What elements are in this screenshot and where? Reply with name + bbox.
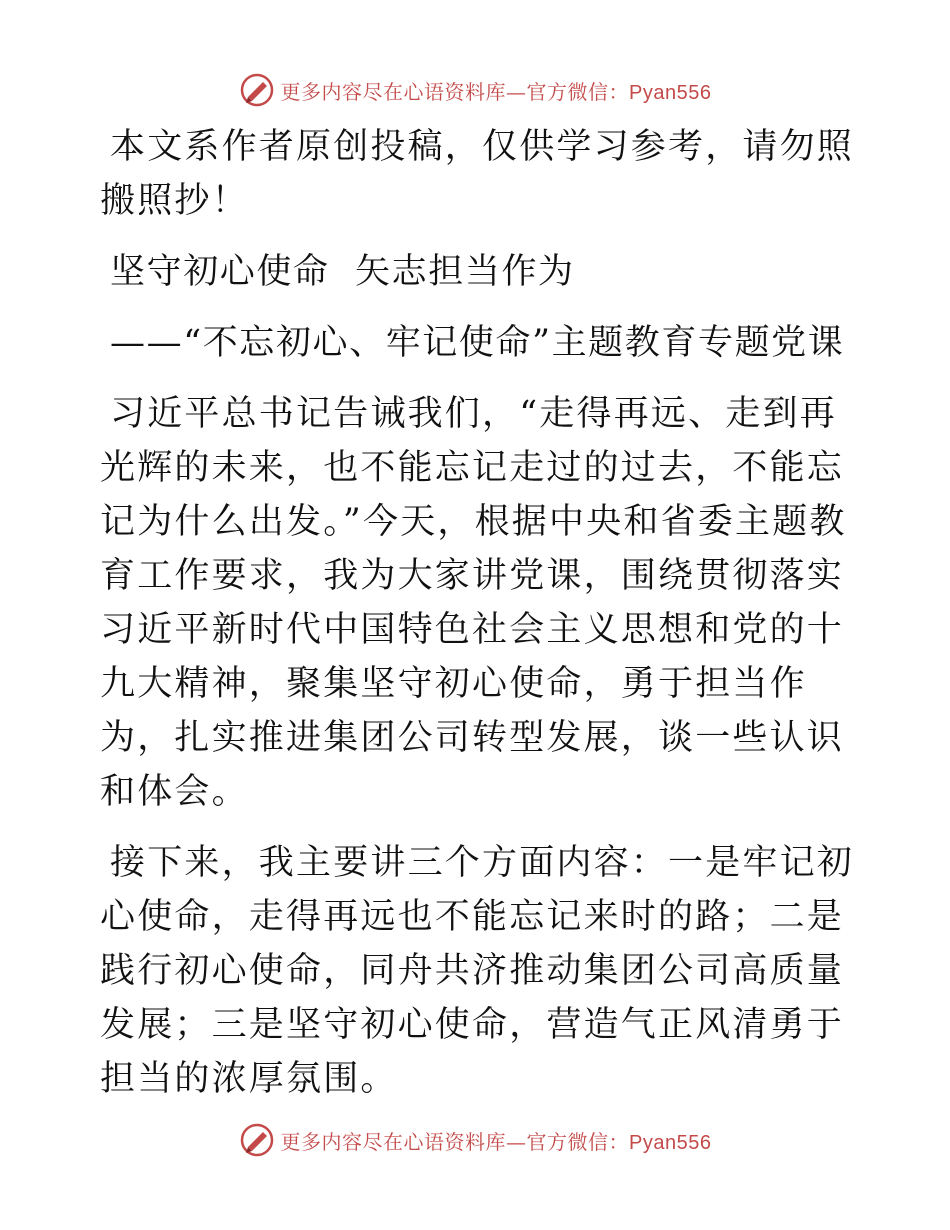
document-title: 坚守初心使命 矢志担当作为 [110, 252, 575, 292]
paragraph-outline: 接下来，我主要讲三个方面内容：一是牢记初心使命，走得再远也不能忘记来时的路；二是践行初心使命，同舟共济推动集团公司高质量发展；三是坚守初心使命，营造气正风清勇于担当的浓厚氛围。 [100, 843, 855, 1099]
watermark-footer [0, 1120, 950, 1160]
document-body [100, 120, 860, 1123]
copyright-notice: 本文系作者原创投稿，仅供学习参考，请勿照搬照抄！ [100, 127, 855, 221]
paragraph-intro: 习近平总书记告诫我们，“走得再远、走到再光辉的未来，也不能忘记走过的过去，不能忘记为什么出发。”今天，根据中央和省委主题教育工作要求，我为大家讲党课，围绕贯彻落实习近平新时代中国特色社会主义思想和党的十九大精神，聚集坚守初心使命，勇于担当作为，扎实推进集团公司转型发展，谈一些认识和体会。 [100, 394, 847, 812]
watermark-id: Pyan556 [629, 81, 712, 104]
watermark-label: 更多内容尽在心语资料库—官方微信： [280, 79, 630, 104]
watermark-text [281, 1126, 712, 1155]
document-subtitle: ——“不忘初心、牢记使命”主题教育专题党课 [110, 323, 845, 363]
pen-logo-icon [239, 72, 275, 108]
watermark-text [281, 76, 712, 105]
watermark-label: 更多内容尽在心语资料库—官方微信： [280, 1129, 630, 1154]
watermark-id: Pyan556 [629, 1131, 712, 1154]
watermark-header [0, 70, 950, 110]
pen-logo-icon [239, 1122, 275, 1158]
